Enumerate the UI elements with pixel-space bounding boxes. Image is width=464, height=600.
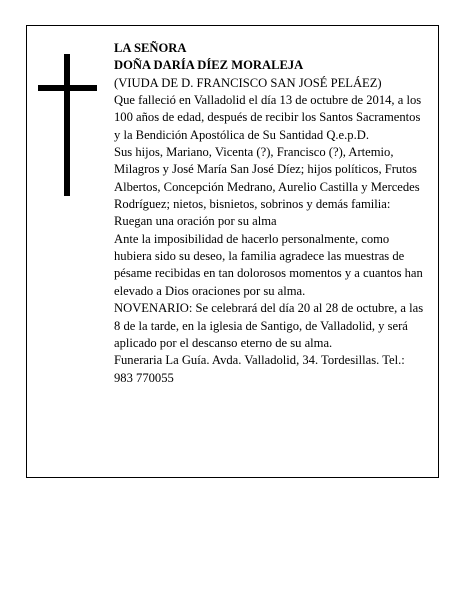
notice-title: LA SEÑORA [114,41,187,55]
cross-horizontal-bar [38,85,97,91]
prayer-request-line: Ruegan una oración por su alma [114,214,277,229]
cross-vertical-bar [64,54,70,196]
funeral-home-line: Funeraria La Guía. Avda. Valladolid, 34. Tordesillas. Tel.: 983 770055 [114,353,405,385]
family-paragraph: Sus hijos, Mariano, Vicenta (?), Francisco (?), Artemio, Milagros y José María San José Díez; hijos políticos, Frutos Albertos, Concepción Medrano, Aurelio Castilla y Mercedes Rodríguez; nietos, bisnietos, sobrinos y demás familia: [114,145,420,212]
cross-icon [38,54,97,196]
death-info-paragraph: Que falleció en Valladolid el día 13 de octubre de 2014, a los 100 años de edad, después de recibir los Santos Sacramentos y la Bendición Apostólica de Su Santidad Q.e.p.D. [114,93,422,142]
novenario-paragraph: NOVENARIO: Se celebrará del día 20 al 28 de octubre, a las 8 de la tarde, en la iglesia de Santigo, de Valladolid, y será aplicado por el descanso eterno de su alma. [114,301,424,350]
deceased-name: DOÑA DARÍA DÍEZ MORALEJA [114,58,304,73]
obituary-text [114,40,426,387]
thanks-paragraph: Ante la imposibilidad de hacerlo personalmente, como hubiera sido su deseo, la familia agradece las muestras de pésame recibidas en tan dolorosos momentos y a cuantos han elevado a Dios oraciones por su alma. [114,231,423,298]
widow-of-line: (VIUDA DE D. FRANCISCO SAN JOSÉ PELÁEZ) [114,75,382,90]
